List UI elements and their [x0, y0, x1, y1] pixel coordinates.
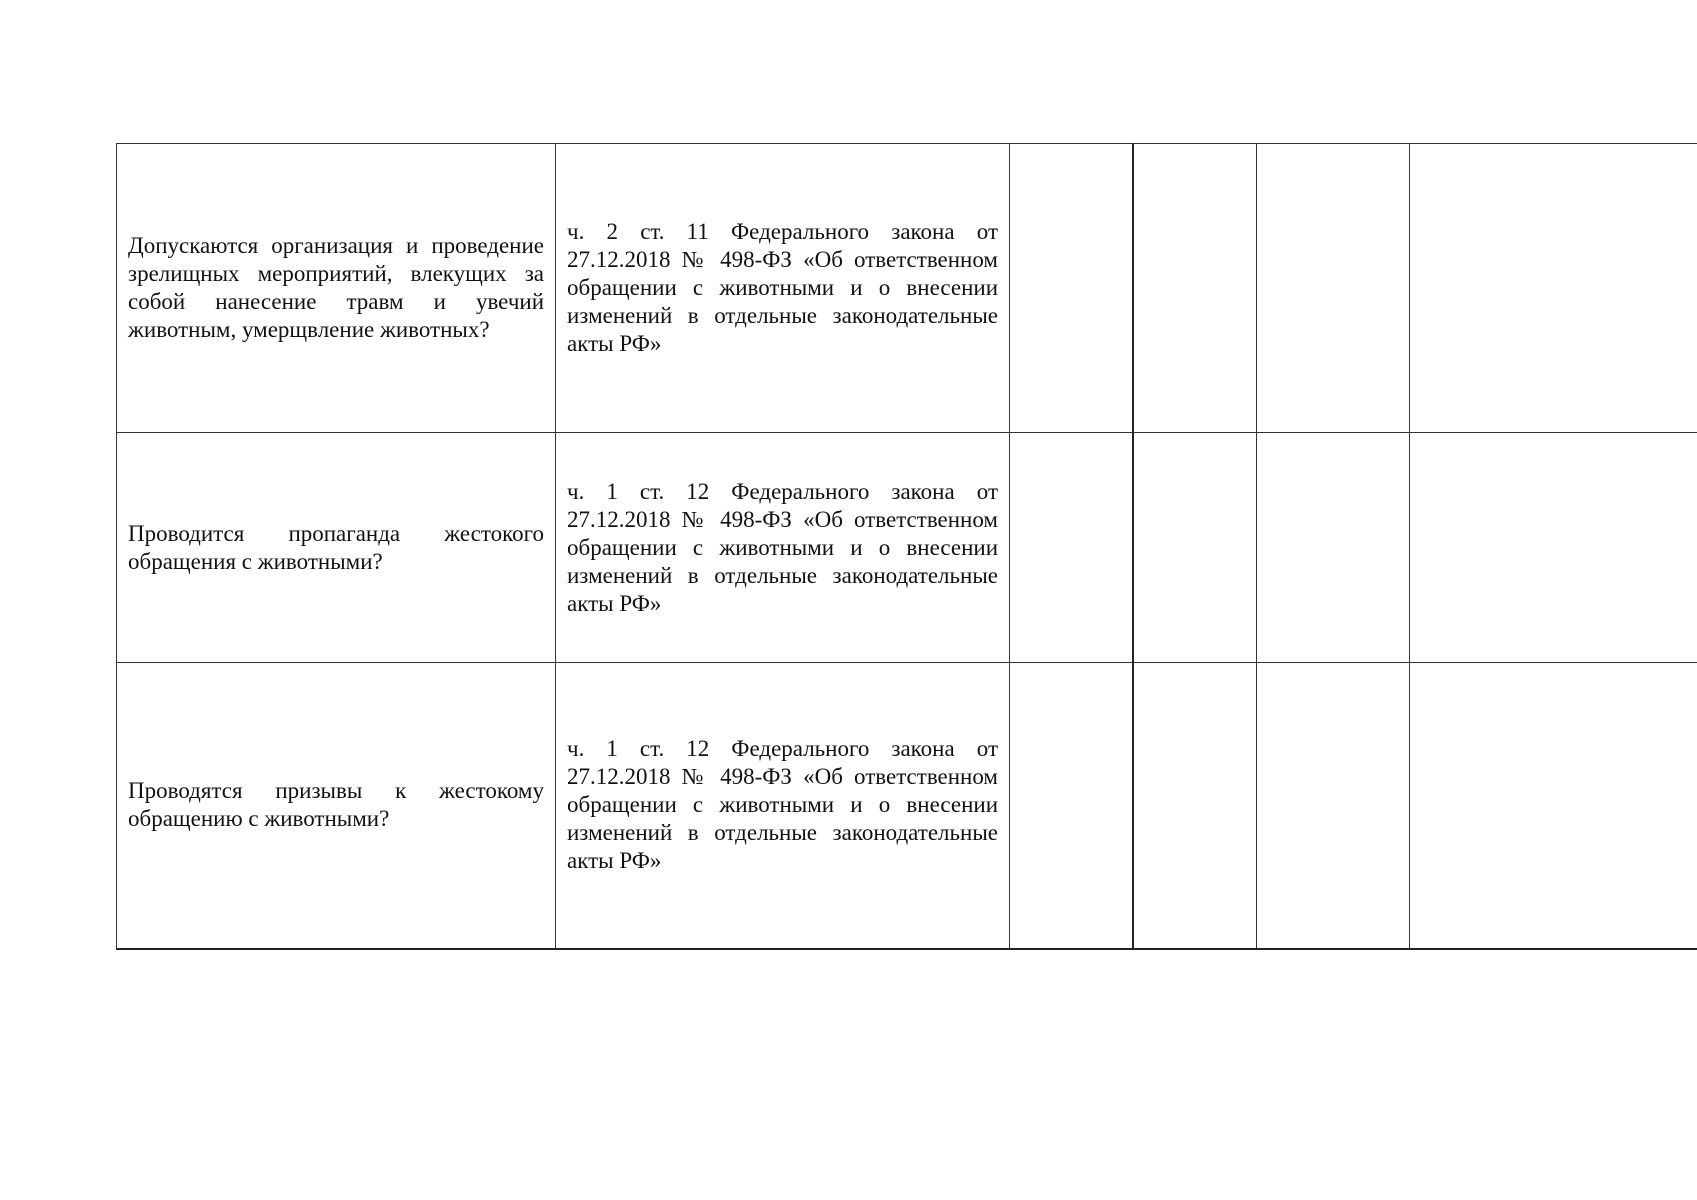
question-cell: Проводится пропаганда жестокого обращения с животными? [117, 433, 556, 663]
answer-no-cell [1133, 144, 1257, 433]
answer-yes-cell [1010, 433, 1134, 663]
answer-yes-cell [1010, 663, 1134, 949]
answer-yes-cell [1010, 144, 1134, 433]
answer-na-cell [1257, 144, 1410, 433]
legal-reference-cell: ч. 2 ст. 11 Федерального закона от 27.12.2018 № 498-ФЗ «Об ответственном обращении с животными и о внесении изменений в отдельные законодательные акты РФ» [556, 144, 1010, 433]
note-cell [1410, 144, 1697, 433]
note-cell [1410, 663, 1697, 949]
note-cell [1410, 433, 1697, 663]
legal-reference-cell: ч. 1 ст. 12 Федерального закона от 27.12.2018 № 498-ФЗ «Об ответственном обращении с животными и о внесении изменений в отдельные законодательные акты РФ» [556, 433, 1010, 663]
answer-no-cell [1133, 663, 1257, 949]
table-row [117, 144, 1697, 433]
table-row [117, 433, 1697, 663]
checklist-table [116, 143, 1697, 950]
table-row [117, 663, 1697, 949]
legal-reference-cell: ч. 1 ст. 12 Федерального закона от 27.12.2018 № 498-ФЗ «Об ответственном обращении с животными и о внесении изменений в отдельные законодательные акты РФ» [556, 663, 1010, 949]
question-cell: Допускаются организация и проведение зрелищных мероприятий, влекущих за собой нанесение травм и увечий животным, умерщвление животных? [117, 144, 556, 433]
answer-na-cell [1257, 663, 1410, 949]
answer-na-cell [1257, 433, 1410, 663]
answer-no-cell [1133, 433, 1257, 663]
question-cell: Проводятся призывы к жестокому обращению с животными? [117, 663, 556, 949]
